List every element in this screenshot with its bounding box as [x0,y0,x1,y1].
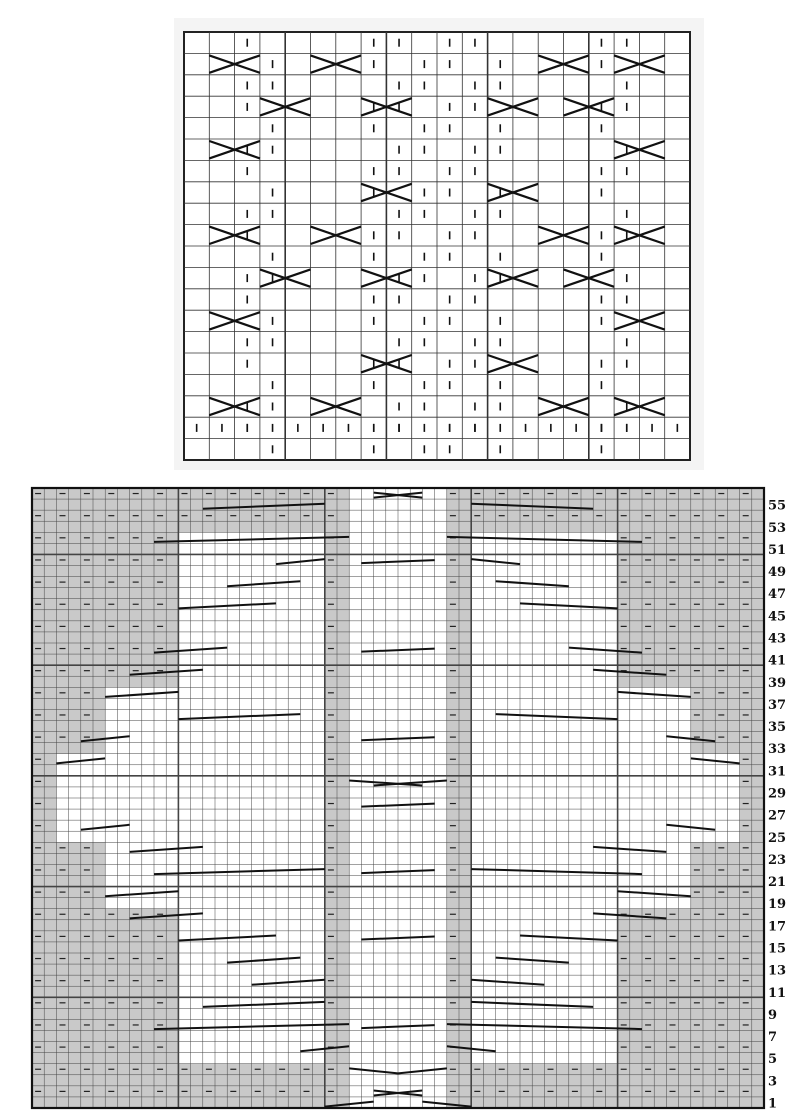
row-number: 11 [768,985,787,1001]
row-number: 27 [768,808,787,824]
row-number: 43 [768,631,787,647]
row-number: 25 [768,830,787,846]
row-number: 15 [768,941,787,957]
row-number: 1 [768,1096,778,1112]
row-number: 49 [768,565,787,581]
row-number: 13 [768,963,787,979]
row-number: 9 [768,1007,778,1023]
row-number: 41 [768,653,787,669]
row-number: 51 [768,542,787,558]
row-number: 19 [768,897,787,913]
row-number: 35 [768,720,787,736]
row-number: 21 [768,875,787,891]
row-number: 53 [768,520,787,536]
row-number: 39 [768,675,787,691]
row-number: 31 [768,764,787,780]
row-number: 55 [768,498,787,514]
row-number: 47 [768,587,787,603]
row-number: 3 [768,1074,778,1090]
row-number: 37 [768,697,787,713]
row-number: 29 [768,786,787,802]
row-number: 45 [768,609,787,625]
bottom-grid [32,488,786,1111]
row-number: 5 [768,1052,778,1068]
row-number: 17 [768,919,787,935]
row-number: 23 [768,852,787,868]
row-number: 7 [768,1030,778,1046]
row-number: 33 [768,742,787,758]
